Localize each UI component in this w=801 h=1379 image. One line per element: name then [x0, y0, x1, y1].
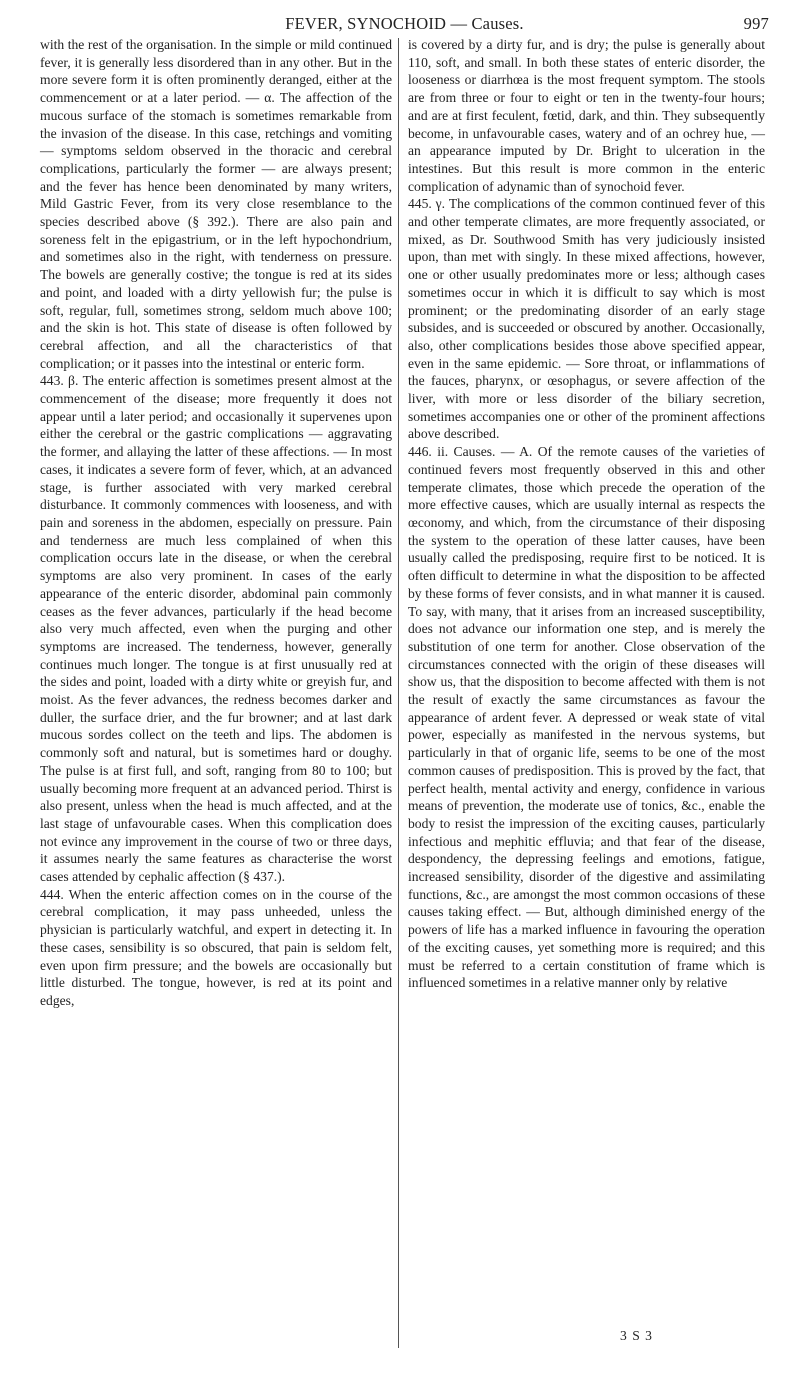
- right-column: [408, 36, 765, 992]
- paragraph: 443. β. The enteric affection is sometimes present almost at the commencement of the disease; more frequently it does not appear until a later period; and occasionally it supervenes upon either the cerebral or the gastric complications — aggravating the former, and allaying the latter of these affections. — In most cases, it indicates a severe form of fever, which, at an advanced stage, is further associated with very marked cerebral disturbance. It commonly commences with looseness, and with pain and soreness in the abdomen, especially on pressure. Pain and tenderness are much less complained of when this complication occurs late in the disease, or when the cerebral symptoms are also very prominent. In cases of the early appearance of the enteric disorder, abdominal pain commonly ceases as the fever advances, particularly if the head become also very much affected, even when the purging and other symptoms are increased. The tenderness, however, generally continues much longer. The tongue is at first unusually red at the sides and point, loaded with a dirty white or greyish fur, and moist. As the fever advances, the redness becomes darker and duller, the surface drier, and the fur browner; and at last dark mucous sordes collect on the teeth and lips. The abdomen is commonly soft and natural, but is sometimes hard or doughy. The pulse is at first full, and soft, ranging from 80 to 100; but usually becoming more frequent at an advanced period. Thirst is also present, unless when the head is much affected, and at the last stage of unfavourable cases. When this complication does not evince any improvement in the course of two or three days, it assumes nearly the same features as characterise the worst cases attended by cephalic affection (§ 437.).: [40, 373, 392, 885]
- paragraph: 445. γ. The complications of the common continued fever of this and other temperate climates, are more frequently associated, or mixed, as Dr. Southwood Smith has very judiciously insisted upon, than met with singly. In these mixed affections, however, one or other usually predominates more or less; although cases sometimes occur in which it is difficult to say which is most prominent; or the predominating disorder of an early stage subsides, and is succeeded or obscured by another. Occasionally, also, other complications besides those above specified appear, even in the same epidemic. — Sore throat, or inflammations of the fauces, pharynx, or œsophagus, or severe affection of the liver, with more or less disorder of the biliary secretion, sometimes accompanies one or other of the prominent affections above described.: [408, 196, 765, 442]
- paragraph: 446. ii. Causes. — A. Of the remote causes of the varieties of continued fevers most frequently observed in this and other temperate climates, those which precede the operation of the more effective causes, which are usually internal as respects the œconomy, and which, from the circumstance of their disposing the system to the operation of these latter causes, have been usually called the predisposing, require first to be noticed. It is often difficult to determine in what the disposition to be affected by these forms of fever consists, and in what manner it is caused. To say, with many, that it arises from an increased susceptibility, does not advance our information one step, and is merely the substitution of one term for another. Close observation of the circumstances connected with the origin of these diseases will show us, that the disposition to become affected with them is not the result of exactly the same circumstances as favour the appearance of ardent fever. A depressed or weak state of vital power, especially as manifested in the nervous systems, but particularly in that of organic life, seems to be one of the most common causes of predisposition. This is proved by the fact, that perfect health, mental activity and energy, confidence in various means of prevention, the moderate use of tonics, &c., enable the body to resist the impression of the exciting causes, particularly infectious and mephitic effluvia; and that fear of the disease, despondency, the depressing feelings and emotions, fatigue, increased sensibility, disorder of the digestive and assimilating functions, &c., are amongst the most common occasions of these causes taking effect. — But, although diminished energy of the powers of life has a marked influence in favouring the operation of the exciting causes, yet something more is required; and this must be referred to a certain constitution of frame which is influenced sometimes in a relative manner only by relative: [408, 444, 765, 991]
- page-number: 997: [743, 14, 769, 33]
- paragraph: with the rest of the organisation. In the simple or mild continued fever, it is generally less disordered than in any other. But in the more severe form it is often prominently deranged, either at the commencement or at a later period. — α. The affection of the mucous surface of the stomach is sometimes remarkable from the invasion of the disease. In this case, retchings and vomiting — symptoms seldom observed in the thoracic and cerebral complications, particularly the former — are always present; and the fever has hence been denominated by many writers, Mild Gastric Fever, from its very close resemblance to the species described above (§ 392.). There are also pain and soreness felt in the epigastrium, or in the left hypochondrium, and sometimes also in the right, with tenderness on pressure. The bowels are generally costive; the tongue is red at its sides and point, and loaded with a dirty yellowish fur; the pulse is soft, regular, full, sometimes strong, seldom much above 100; and the skin is hot. This state of disease is often followed by cerebral affection, and all the characteristics of that complication; or it passes into the intestinal or enteric form.: [40, 37, 392, 371]
- running-title: FEVER, SYNOCHOID — Causes.: [285, 14, 524, 33]
- paragraph: 444. When the enteric affection comes on in the course of the cerebral complication, it may pass unheeded, unless the physician is particularly watchful, and expert in detecting it. In these cases, sensibility is so obscured, that pain is seldom felt, even upon firm pressure; and the bowels are occasionally but little disturbed. The tongue, however, is red at its point and edges,: [40, 886, 392, 1008]
- signature-mark: 3 S 3: [620, 1328, 653, 1343]
- column-divider: [398, 38, 399, 1348]
- left-column: [40, 36, 392, 1010]
- paragraph: is covered by a dirty fur, and is dry; the pulse is generally about 110, soft, and small. In both these states of enteric disorder, the looseness or diarrhœa is the most frequent symptom. The stools are from three or four to eight or ten in the twenty-four hours; and are at first feculent, fœtid, dark, and thin. They subsequently become, in unfavourable cases, watery and of an ochrey hue, — an appearance imputed by Dr. Bright to ulceration in the intestines. But this result is more common in the enteric complication of adynamic than of synochoid fever.: [408, 37, 765, 194]
- running-header: [40, 14, 769, 36]
